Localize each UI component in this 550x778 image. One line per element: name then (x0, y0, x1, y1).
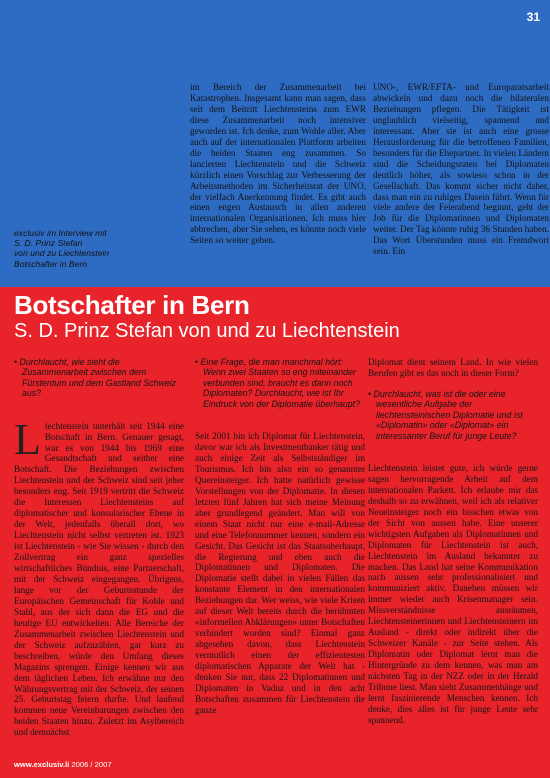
answer-paragraph (14, 414, 184, 739)
footer-site-link[interactable]: www.exclusiv.li (14, 760, 70, 769)
body-column-2 (195, 357, 365, 726)
credit-line: von und zu Liechtenstein (14, 248, 110, 259)
credit-line: S. D. Prinz Stefan (14, 238, 83, 249)
interview-question (195, 357, 365, 409)
answer-paragraph: Diplomat dient seinem Land. In wie vielen Berufen gibt es das noch in dieser Form? (368, 357, 538, 378)
body-column-3 (368, 357, 538, 736)
interview-question (14, 357, 184, 399)
page-number: 31 (526, 10, 540, 24)
article-title: Botschafter in Bern (14, 290, 250, 320)
body-column-1 (14, 357, 184, 748)
article-subtitle: S. D. Prinz Stefan von und zu Liechtenstein (14, 320, 400, 342)
top-column-2: im Bereich der Zusammenarbeit bei Katastrophen. Insgesamt kann man sagen, dass seit dem Beitritt Liechtensteins zum EWR diese Zusammenarbeit noch intensiver geworden ist. Ich denke, zum Wohle aller. Aber auch auf der internationalen Plattform arbeiten die beiden Staaten eng zusammen. So lancierten Liechtenstein und die Schweiz kürzlich einen Vorschlag zur Verbesserung der Arbeitsmethoden im Sicherheitsrat der UNO, der vielfach Anerkennung findet. Es gibt auch einen engen Austausch in allen anderen internationalen Organisationen. Ich muss hier abbrechen, aber Sie sehen, es könnte noch viele Seiten so weiter gehen. (190, 82, 366, 246)
page-footer (14, 760, 112, 769)
bullet-icon: • (14, 357, 18, 367)
interview-question (368, 389, 538, 441)
question-text: Durchlaucht, wie sieht die Zusammenarbeit zwischen dem Fürstentum und dem Gastland Schweiz aus? (19, 357, 177, 399)
answer-paragraph: Liechtenstein leistet gute, ich würde gerne sagen hervorragende Arbeit auf dem internationalen Parkett. Ich erlaube mir das deshalb so zu erwähnen, weil ich als relativer Neueinsteiger noch ein bisschen etwas von der Sicht von aussen habe. Eine unserer wichtigsten Aufgaben als Diplomatinnen und Diplomaten für Liechtenstein ist auch, Liechtenstein im Ausland bekannter zu machen. Das Land hat seine Kommunikation nach aussen sehr professionalisiert und kommuniziert aktiv. Daneben müssen wir immer wieder auch Krisenmanager sein. Missverständnisse ausräumen, Liechtensteinerinnen und Liechtensteinern im Ausland - direkt oder indirekt über die Schweizer Kanäle - zur Seite stehen. Als Diplomatin oder Diplomat lernt man die Hintergründe zu dem kennen, was man am nächsten Tag in der NZZ oder in der Herald Tribune liest. Man sieht Zusammenhänge und lernt faszinierende Menschen kennen. Ich denke, dies alles ist für junge Leute sehr spannend. (368, 462, 538, 725)
top-column-3: UNO-, EWR/EFTA- und Europaratsarbeit abwickeln und dazu noch die bilateralen Beziehungen pflegen. Die Tätigkeit ist unglaublich vielseitig, spannend und interessant. Aber sie ist auch eine grosse Herausforderung für die betroffenen Familien, besonders für die Ehepartner. In vielen Ländern sind die Scheidungsraten bei Diplomaten deutlich höher, als sowieso schon in der Gesellschaft. Das kommt sicher nicht daher, dass man ein zu ruhiges Dasein führt. Wenn für viele andere der Feierabend beginnt, geht der Job für die Diplomatinnen und Diplomaten weiter. Der Tag könnte ruhig 36 Stunden haben. Das Wort Überstunden muss ein Fremdwort sein. Ein (373, 82, 550, 257)
article-headline (14, 290, 544, 343)
drop-cap: L (14, 414, 41, 464)
question-text: Durchlaucht, was ist die oder eine wesentliche Aufgabe der liechtensteinischen Diplomatie und ist «Diplomatin» oder «Diplomat» ein interessanter Beruf für junge Leute? (373, 388, 523, 441)
answer-text: iechtenstein unterhält seit 1944 eine Botschaft in Bern. Genauer gesagt, war es von 1944 bis 1969 eine Gesandtschaft und seither eine Botschaft. Die Beziehungen zwischen Liechtenstein und der Schweiz sind seit jeher besonders eng. Seit 1919 vertritt die Schweiz die Interessen Liechtensteins auf diplomatischer und konsularischer Ebene in der Welt, jedenfalls überall dort, wo Liechtenstein nicht selbst vertreten ist. 1923 ist Liechtenstein - wie Sie wissen - durch den Zollvertrag ein ganz spezielles wirtschaftliches Bündnis, eine Partnerschaft, mit der Schweiz eingegangen. Übrigens, lange vor der Geburtsstunde der Europäischen Gemeinschaft für Kohle und Stahl, aus der sich dann die EG und die heutige EU entwickelten. Alle Bereiche der Zusammenarbeit zwischen Liechtenstein und der Schweiz aufzuzählen, gar kurz zu beschreiben, würde den Umfang dieses Magazins sprengen. Einige kennen wir aus dem täglichen Leben. Ich erwähne nur den Währungsvertrag mit der Schweiz, der seinen 25. Geburtstag feiern durfte. Und laufend kommen neue Vereinbarungen zwischen den beiden Staaten hinzu. Zuletzt im Asylbereich und demnächst (14, 420, 184, 738)
credit-line: Botschafter in Bern (14, 258, 88, 269)
interview-credit (14, 228, 174, 269)
footer-year: 2006 / 2007 (71, 760, 112, 769)
question-text: Eine Frage, die man manchmal hört: Wenn zwei Staaten so eng miteinander verbunden sind, braucht es dann noch Diplomaten? Durchlaucht, wie ist Ihr Eindruck von der Diplomatie überhaupt? (200, 357, 360, 409)
bullet-icon: • (195, 357, 199, 367)
credit-line: exclusiv im Interview mit (14, 228, 107, 238)
answer-paragraph: Seit 2001 bin ich Diplomat für Liechtenstein, davor war ich als Investmentbanker tätig und auch einige Zeit als Selbstständiger im Tourismus. Ich bin also ein so genannter Quereinsteiger. Ich hatte natürlich gewisse Vorstellungen von der Diplomatie. In diesen letzten fünf Jahren hat sich meine Meinung aber grundlegend geändert. Man will von einem Staat nicht nur eine e-mail-Adresse und eine Telefonnummer kennen, sondern ein Gesicht. Das Gesicht ist das Staatsoberhaupt, die Regierung und eben auch die Diplomatinnen und Diplomaten. Die Diplomatie stellt dabei in vielen Fällen das konstante Element in den internationalen Beziehungen dar. Wer weiss, wie viele Krisen auf dieser Welt bereits durch die berühmten «informellen Abklärungen» unter Botschaften verhindert worden sind? Einmal ganz abgesehen davon, dass Liechtenstein vermutlich einen der effizientesten diplomatischen Apparate der Welt hat - denken Sie nur, dass 22 Diplomatinnen und Diplomaten in Vaduz und in den acht Botschaften zusammen für Liechtenstein die ganze (195, 431, 365, 715)
bullet-icon: • (368, 388, 372, 399)
